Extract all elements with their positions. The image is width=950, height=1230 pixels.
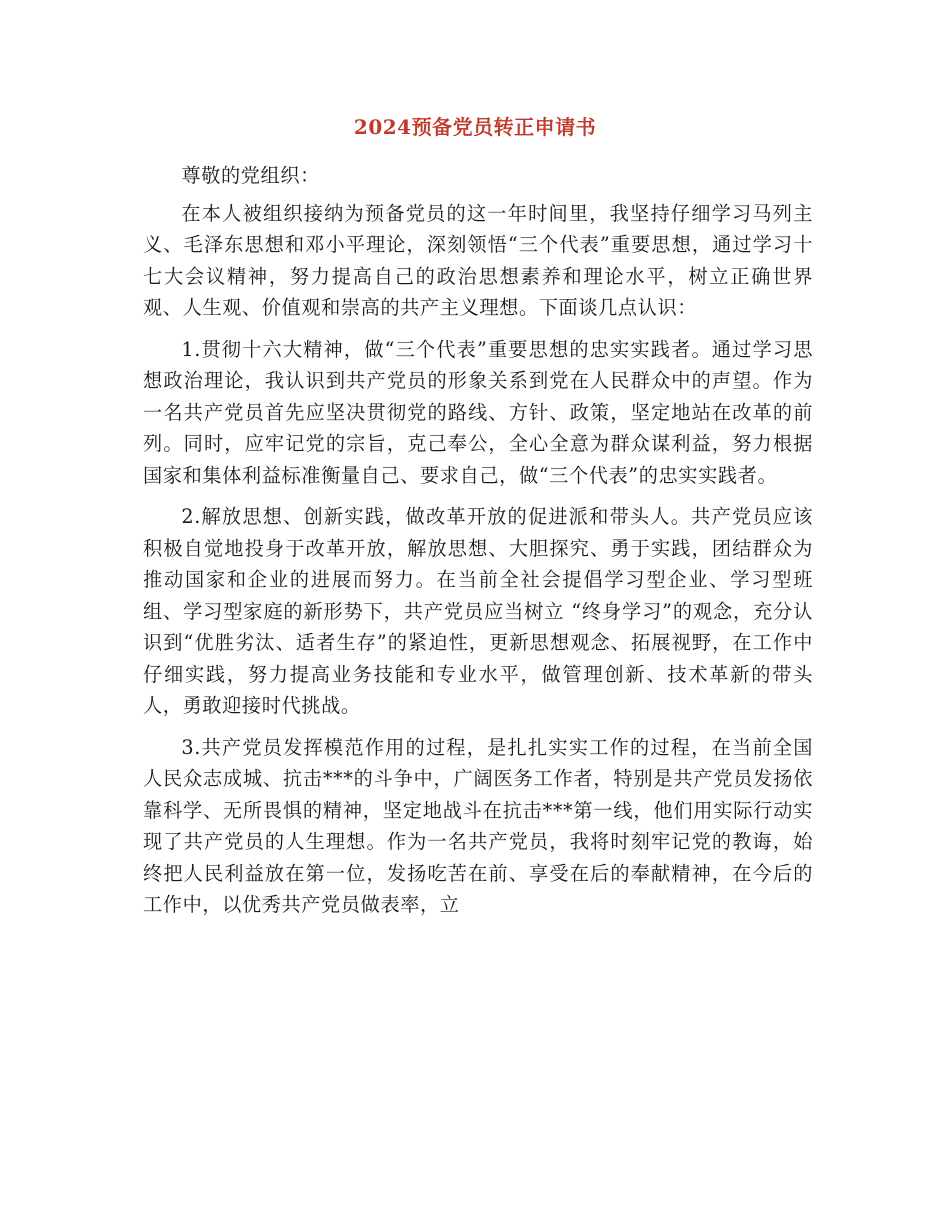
paragraph-point-3: 3.共产党员发挥模范作用的过程，是扎扎实实工作的过程，在当前全国人民众志成城、抗击***的斗争中，广阔医务工作者，特别是共产党员发扬依靠科学、无所畏惧的精神，坚定地战斗在抗击***第一线，他们用实际行动实现了共产党员的人生理想。作为一名共产党员，我将时刻牢记党的教诲，始终把人民利益放在第一位，发扬吃苦在前、享受在后的奉献精神，在今后的工作中，以优秀共产党员做表率，立 [143, 735, 813, 916]
spacer [143, 722, 813, 732]
document-body [143, 160, 813, 921]
document-title: 2024预备党员转正申请书 [353, 115, 597, 139]
salutation: 尊敬的党组织： [181, 164, 320, 187]
paragraph-intro: 在本人被组织接纳为预备党员的这一年时间里，我坚持仔细学习马列主义、毛泽东思想和邓小平理论，深刻领悟“三个代表”重要思想，通过学习十七大会议精神，努力提高自己的政治思想素养和理论水平，树立正确世界观、人生观、价值观和崇高的共产主义理想。下面谈几点认识： [143, 201, 813, 319]
paragraph-point-1: 1.贯彻十六大精神，做“三个代表”重要思想的忠实实践者。通过学习思想政治理论，我认识到共产党员的形象关系到党在人民群众中的声望。作为一名共产党员首先应坚决贯彻党的路线、方针、政策，坚定地站在改革的前列。同时，应牢记党的宗旨，克己奉公，全心全意为群众谋利益，努力根据国家和集体利益标准衡量自己、要求自己，做“三个代表”的忠实实践者。 [143, 337, 813, 487]
paragraph-point-2: 2.解放思想、创新实践，做改革开放的促进派和带头人。共产党员应该积极自觉地投身于改革开放，解放思想、大胆探究、勇于实践，团结群众为推动国家和企业的进展而努力。在当前全社会提倡学习型企业、学习型班组、学习型家庭的新形势下，共产党员应当树立 “终身学习”的观念，充分认识到“优胜劣汰、适者生存”的紧迫性，更新思想观念、拓展视野，在工作中仔细实践，努力提高业务技能和专业水平，做管理创新、技术革新的带头人，勇敢迎接时代挑战。 [143, 505, 813, 717]
spacer [143, 491, 813, 501]
spacer [143, 324, 813, 334]
